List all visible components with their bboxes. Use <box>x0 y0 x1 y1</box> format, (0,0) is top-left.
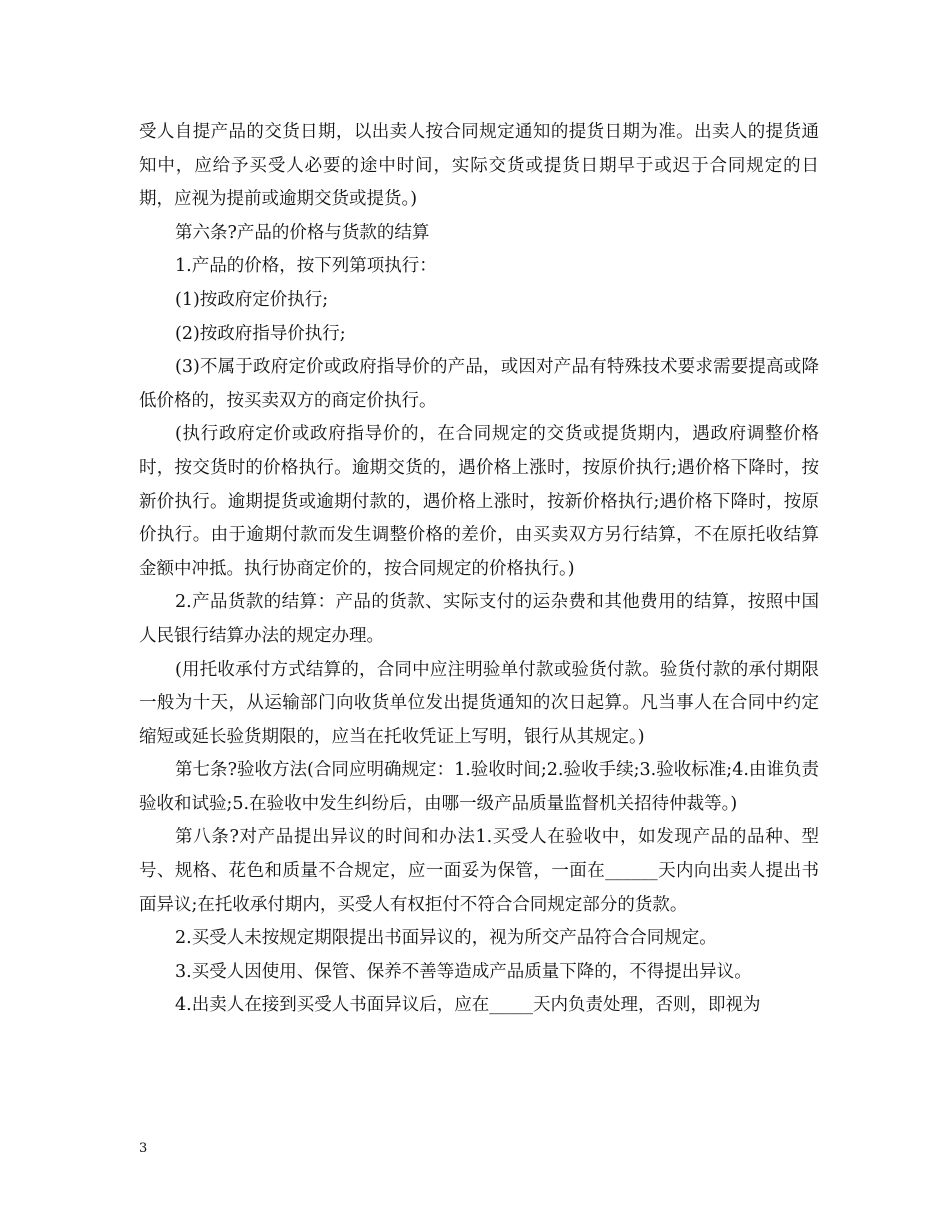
paragraph-price-note: (执行政府定价或政府指导价的，在合同规定的交货或提货期内，遇政府调整价格时，按交货时的价格执行。逾期交货的，遇价格上涨时，按原价执行;遇价格下降时，按新价执行。逾期提货或逾期付款的，遇价格上涨时，按新价格执行;遇价格下降时，按原价执行。由于逾期付款而发生调整价格的差价，由买卖双方另行结算，不在原托收结算金额中冲抵。执行协商定价的，按合同规定的价格执行。) <box>139 424 819 579</box>
paragraph-objection-3: 3.买受人因使用、保管、保养不善等造成产品质量下降的，不得提出异议。 <box>175 961 752 982</box>
paragraph-objection-4: 4.出卖人在接到买受人书面异议后，应在_____天内负责处理，否则，即视为 <box>175 995 761 1016</box>
paragraph-price-option-3: (3)不属于政府定价或政府指导价的产品，或因对产品有特殊技术要求需要提高或降低价格的，按买卖双方的商定价执行。 <box>139 357 819 411</box>
article-6-heading: 第六条?产品的价格与货款的结算 <box>175 222 430 243</box>
article-8-objection: 第八条?对产品提出异议的时间和办法1.买受人在验收中，如发现产品的品种、型号、规格、花色和质量不合规定，应一面妥为保管，一面在______天内向出卖人提出书面异议;在托收承付期内，买受人有权拒付不符合合同规定部分的货款。 <box>139 827 819 915</box>
paragraph-price-option-2: (2)按政府指导价执行; <box>175 323 346 344</box>
paragraph-price-intro: 1.产品的价格，按下列第项执行： <box>175 256 437 277</box>
page-number: 3 <box>139 1141 148 1156</box>
paragraph-settlement: 2.产品货款的结算：产品的货款、实际支付的运杂费和其他费用的结算，按照中国人民银行结算办法的规定办理。 <box>139 592 819 646</box>
paragraph-continuation: 受人自提产品的交货日期，以出卖人按合同规定通知的提货日期为准。出卖人的提货通知中，应给予买受人必要的途中时间，实际交货或提货日期早于或迟于合同规定的日期，应视为提前或逾期交货或提货。) <box>139 122 819 210</box>
article-7-inspection: 第七条?验收方法(合同应明确规定：1.验收时间;2.验收手续;3.验收标准;4.由谁负责验收和试验;5.在验收中发生纠纷后，由哪一级产品质量监督机关招待仲裁等。) <box>139 760 819 814</box>
paragraph-price-option-1: (1)按政府定价执行; <box>175 289 329 310</box>
paragraph-settlement-note: (用托收承付方式结算的，合同中应注明验单付款或验货付款。验货付款的承付期限一般为十天，从运输部门向收货单位发出提货通知的次日起算。凡当事人在合同中约定缩短或延长验货期限的，应当在托收凭证上写明，银行从其规定。) <box>139 659 819 747</box>
document-body <box>139 116 819 1023</box>
paragraph-objection-2: 2.买受人未按规定期限提出书面异议的，视为所交产品符合合同规定。 <box>175 928 717 949</box>
